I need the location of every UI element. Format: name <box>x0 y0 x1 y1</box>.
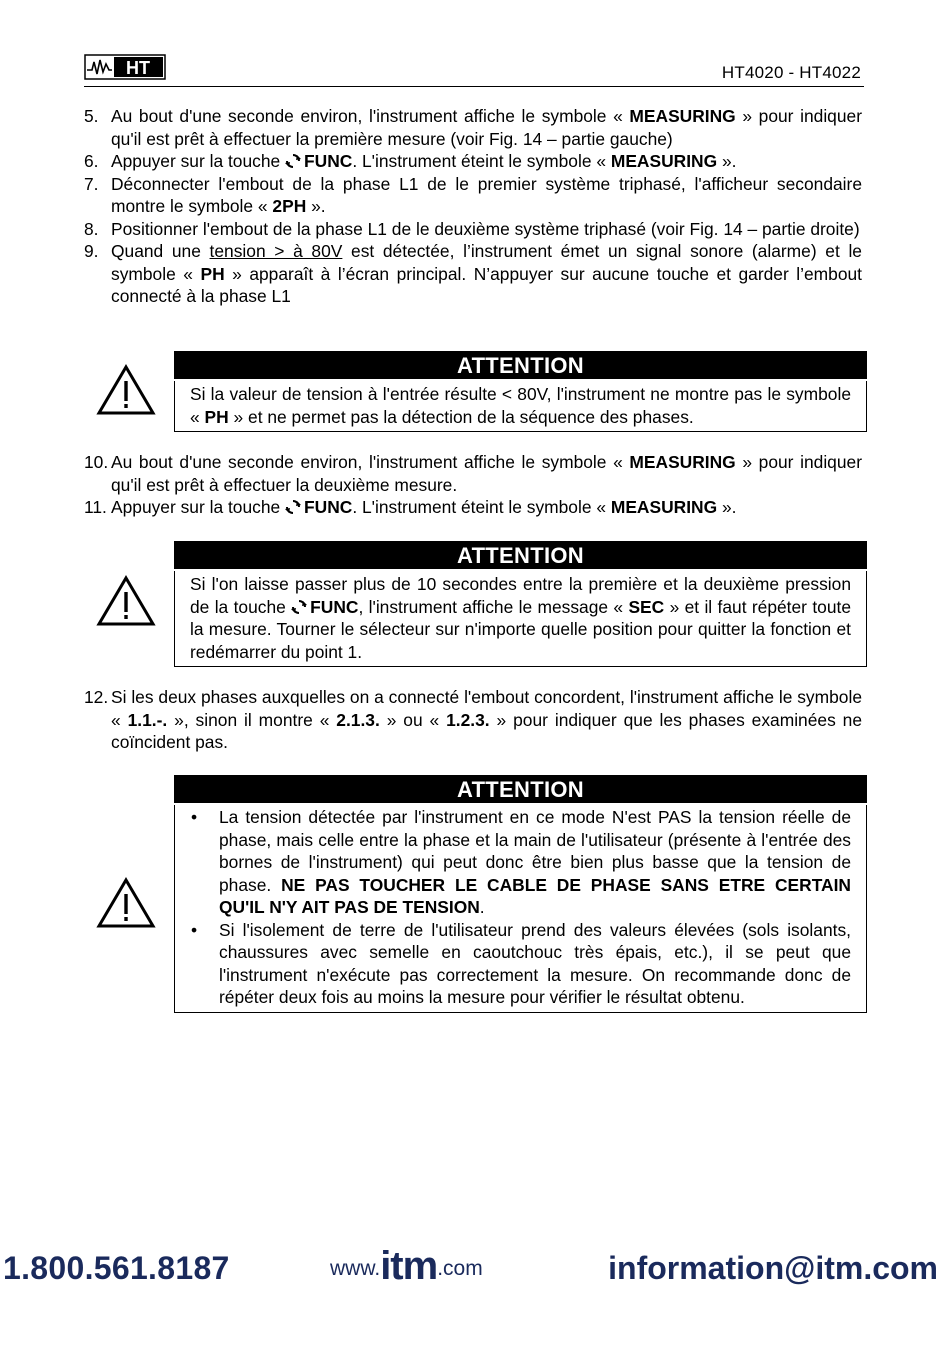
list-item: 9. Quand une tension > à 80V est détectée, l’instrument émet un signal sonore (alarme) et le symbole « PH » apparaît à l’écran principal. N’appuyer sur aucune touche et garder l’embout connecté à la phase L1 <box>84 241 863 306</box>
warning-body <box>174 805 867 1013</box>
refresh-circle-icon <box>285 499 301 515</box>
bullet-item: • Si l'isolement de terre de l'utilisateur prend des valeurs élevées (sols isolants, chaussures avec semelle en caoutchouc très épais, etc.), il se peut que l'instrument n'exécute pas correctement la mesure. On recommande donc de répéter deux fois au moins la mesure pour vérifier le résultat obtenu. <box>191 919 851 1007</box>
list-item: 10. Au bout d'une seconde environ, l'instrument affiche le symbole « MEASURING » pour indiquer qu'il est prêt à effectuer la deuxième mesure. <box>84 452 862 495</box>
footer-email[interactable]: information@itm.com <box>608 1250 938 1286</box>
warning-box <box>174 775 867 1013</box>
warning-title: ATTENTION <box>174 351 867 379</box>
list-item: 12. Si les deux phases auxquelles on a connecté l'embout concordent, l'instrument affiche le symbole « 1.1.-. », sinon il montre « 2.1.3. » ou « 1.2.3. » pour indiquer que les phases examinées ne coïncident pas. <box>84 687 863 752</box>
footer-phone[interactable]: 1.800.561.8187 <box>3 1250 230 1286</box>
warning-title: ATTENTION <box>174 541 867 569</box>
warning-body: Si l'on laisse passer plus de 10 secondes entre la première et la deuxième pression de la touche FUNC, l'instrument affiche le message « SEC » et il faut répéter toute la mesure. Tourner le sélecteur sur n'importe quelle position pour quitter la fonction et redémarrer du point 1. <box>174 571 867 667</box>
steps-list-a <box>84 105 862 308</box>
list-item: 6. Appuyer sur la touche FUNC. L'instrument éteint le symbole « MEASURING ». <box>84 151 737 171</box>
itm-logo: itm <box>380 1244 438 1288</box>
warning-box <box>174 541 867 667</box>
logo-text: HT <box>126 58 150 78</box>
list-item: 8. Positionner l'embout de la phase L1 de le deuxième système triphasé (voir Fig. 14 – partie droite) <box>84 218 860 239</box>
warning-box <box>174 351 867 432</box>
steps-list-b <box>84 451 862 519</box>
list-item: 11. Appuyer sur la touche FUNC. L'instrument éteint le symbole « MEASURING ». <box>84 497 737 517</box>
ht-logo <box>84 54 166 80</box>
header-divider <box>84 86 864 87</box>
list-item: 5. Au bout d'une seconde environ, l'instrument affiche le symbole « MEASURING » pour indiquer qu'il est prêt à effectuer la première mesure (voir Fig. 14 – partie gauche) <box>84 106 862 149</box>
warning-title: ATTENTION <box>174 775 867 803</box>
warning-triangle-icon <box>96 877 156 929</box>
warning-triangle-icon <box>96 364 156 416</box>
refresh-circle-icon <box>291 599 307 615</box>
bullet-item: • La tension détectée par l'instrument en ce mode N'est PAS la tension réelle de phase, mais celle entre la phase et la main de l'utilisateur (présente à l'entrée des bornes de l'instrument) qui peut donc être bien plus basse que la tension de phase. NE PAS TOUCHER LE CABLE DE PHASE SANS ETRE CERTAIN QU'IL N'Y AIT PAS DE TENSION. <box>191 807 851 917</box>
warning-triangle-icon <box>96 575 156 627</box>
list-item: 7. Déconnecter l'embout de la phase L1 de le premier système triphasé, l'afficheur secondaire montre le symbole « 2PH ». <box>84 173 862 216</box>
footer-website[interactable]: www. itm .com <box>330 1244 483 1288</box>
refresh-circle-icon <box>285 153 301 169</box>
warning-body: Si la valeur de tension à l'entrée résulte < 80V, l'instrument ne montre pas le symbole « PH » et ne permet pas la détection de la séquence des phases. <box>174 381 867 432</box>
header-model: HT4020 - HT4022 <box>721 63 861 82</box>
steps-list-c <box>84 686 862 754</box>
